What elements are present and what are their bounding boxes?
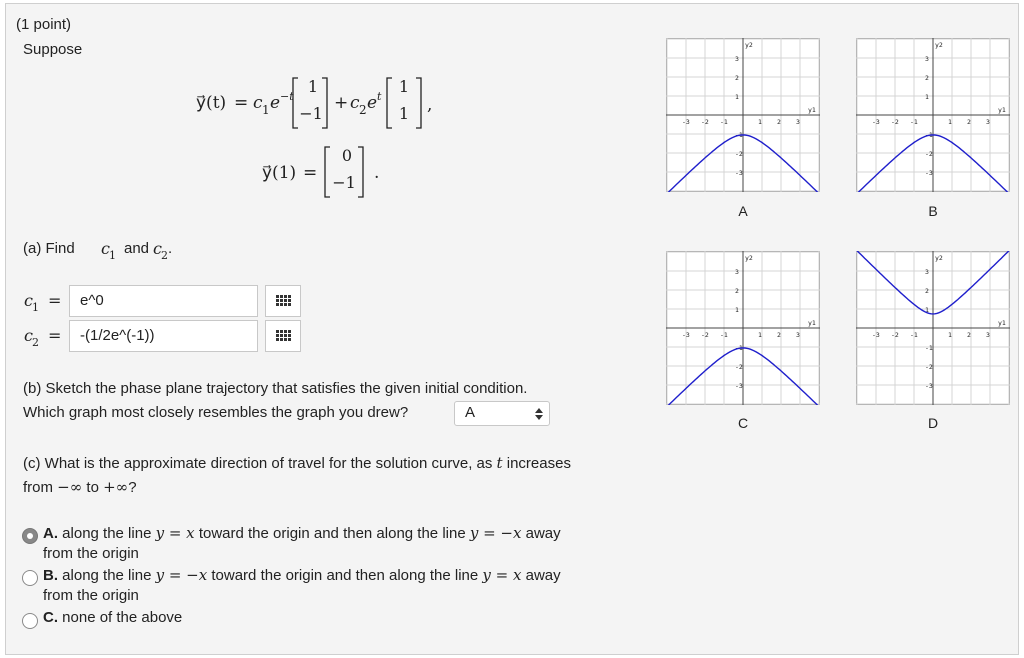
c1-answer-input[interactable]: e^0: [69, 285, 258, 317]
x-axis-label: y1: [998, 319, 1006, 327]
x-tick-label: 1: [758, 331, 762, 339]
x-axis-label: y1: [998, 106, 1006, 114]
x-tick-label: 2: [967, 331, 971, 339]
x-tick-label: -1: [720, 331, 728, 339]
y-axis-label: y2: [745, 254, 753, 262]
x-tick-label: -1: [910, 331, 918, 339]
x-tick-label: 3: [796, 331, 800, 339]
x-tick-label: 1: [948, 118, 952, 126]
y-tick-label: 1: [735, 93, 739, 101]
x-tick-label: -1: [720, 118, 728, 126]
y-tick-label: 2: [925, 287, 929, 295]
graph-c: [666, 251, 820, 405]
x-axis-label: y1: [808, 319, 816, 327]
x-tick-label: 3: [796, 118, 800, 126]
y-tick-label: -1: [925, 344, 933, 352]
y-tick-label: 3: [735, 55, 739, 63]
graph-b-label: B: [928, 203, 938, 219]
graph-b: [856, 38, 1010, 192]
y-tick-label: -2: [925, 150, 933, 158]
x-tick-label: 2: [777, 118, 781, 126]
y-tick-label: -1: [735, 344, 743, 352]
x-tick-label: 2: [967, 118, 971, 126]
y-tick-label: -1: [925, 131, 933, 139]
c1-label: c: [24, 291, 33, 310]
y-tick-label: -2: [735, 150, 743, 158]
graph-d: [856, 251, 1010, 405]
x-tick-label: 1: [948, 331, 952, 339]
y-tick-label: -2: [925, 363, 933, 371]
option-a-radio[interactable]: [22, 528, 38, 544]
y-tick-label: -3: [925, 169, 933, 177]
x-tick-label: -2: [701, 118, 709, 126]
y-tick-label: 3: [735, 268, 739, 276]
c2-label: c: [24, 326, 33, 345]
x-tick-label: -3: [872, 118, 880, 126]
c1-equation-editor-button[interactable]: [265, 285, 301, 317]
grid-icon: [266, 286, 300, 316]
y-axis-label: y2: [745, 41, 753, 49]
x-tick-label: -2: [701, 331, 709, 339]
y-tick-label: 1: [735, 306, 739, 314]
y-tick-label: -3: [735, 169, 743, 177]
y-axis-label: y2: [935, 41, 943, 49]
graph-c-label: C: [737, 415, 749, 431]
x-tick-label: 3: [986, 331, 990, 339]
x-tick-label: -3: [682, 331, 690, 339]
select-arrows-icon: [535, 407, 543, 421]
x-tick-label: 3: [986, 118, 990, 126]
y-tick-label: 1: [925, 93, 929, 101]
graph-a-label: A: [738, 203, 748, 219]
x-tick-label: -1: [910, 118, 918, 126]
grid-icon: [266, 321, 300, 351]
y-tick-label: -1: [735, 131, 743, 139]
c2-equation-editor-button[interactable]: [265, 320, 301, 352]
x-axis-label: y1: [808, 106, 816, 114]
y-tick-label: -3: [925, 382, 933, 390]
graph-choice-select[interactable]: A: [454, 401, 550, 426]
x-tick-label: -2: [891, 331, 899, 339]
c2-answer-input[interactable]: -(1/2e^(-1)): [69, 320, 258, 352]
suppose-label: Suppose: [23, 41, 83, 58]
points-label: (1 point): [16, 16, 72, 33]
y-axis-label: y2: [935, 254, 943, 262]
y-tick-label: 2: [735, 74, 739, 82]
y-tick-label: -3: [735, 382, 743, 390]
x-tick-label: -2: [891, 118, 899, 126]
y-tick-label: 3: [925, 55, 929, 63]
y-tick-label: 2: [925, 74, 929, 82]
y-tick-label: 2: [735, 287, 739, 295]
graph-d-label: D: [927, 415, 939, 431]
y-tick-label: -2: [735, 363, 743, 371]
option-c-radio[interactable]: [22, 613, 38, 629]
graph-a: [666, 38, 820, 192]
y-tick-label: 3: [925, 268, 929, 276]
x-tick-label: 1: [758, 118, 762, 126]
x-tick-label: -3: [682, 118, 690, 126]
y-tick-label: 1: [925, 306, 929, 314]
x-tick-label: 2: [777, 331, 781, 339]
x-tick-label: -3: [872, 331, 880, 339]
problem-panel: (1 point) Suppose y⃗(t) = c 1 e −t 1 −1 + c 2 e t 1 1 , y⃗(1) = 0 −1 . (a) Find c 1 and c 2 . c 1 = e^0 c 2 = -(1/2e^(-1)) (b) Sketch the phase plane trajectory that satisfies the given initial condition. Which graph most closely resembles the graph you drew? A (c) What is the approximate direction of travel for the solution curve, as t increases from −∞ to +∞? A. along the line y = x toward the origin and then along the line y = −x away from the origin B. along the line y = −x toward the origin and then along the line y = x away from the origin C. none of the above -3 -2 -1 1 2 3 3 2 1 -1 -2 -3 y2 y1 A -3 -2 -1 1 2 3 3 2 1 -1 -2 -3 y2 y1 B -3 -2 -1 1 2 3 3 2 1 -1 -2 -3 y2 y1 C -3 -2 -1 1 2 3 3 2 1 -1 -2 -3 y2 y1 D: [5, 3, 1019, 655]
option-b-radio[interactable]: [22, 570, 38, 586]
